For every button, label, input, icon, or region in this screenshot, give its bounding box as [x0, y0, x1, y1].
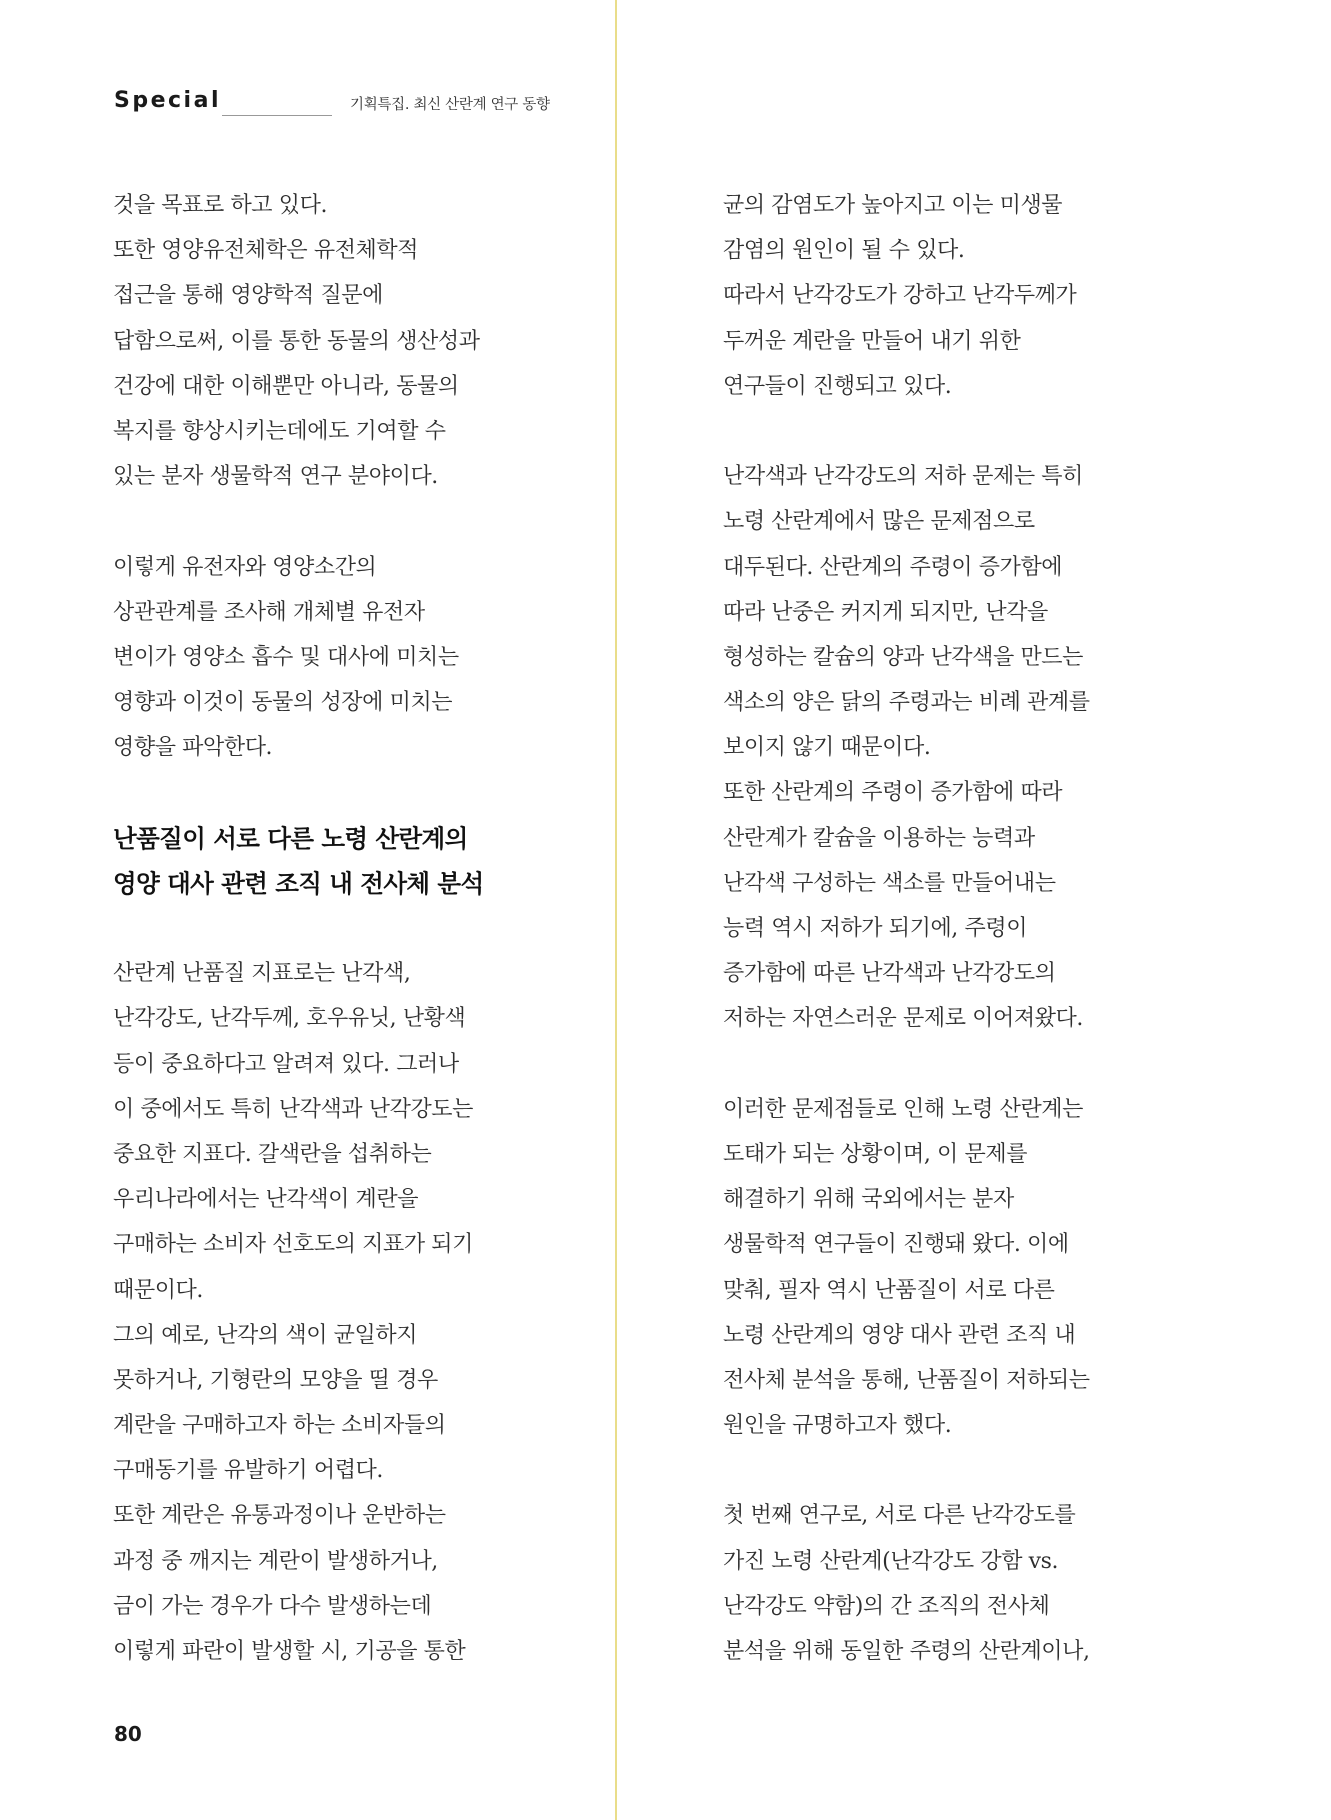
text-line: 증가함에 따른 난각색과 난각강도의: [723, 961, 1056, 987]
text-line: 답함으로써, 이를 통한 동물의 생산성과: [113, 328, 480, 354]
text-line: 있는 분자 생물학적 연구 분야이다.: [113, 464, 438, 490]
text-line: 전사체 분석을 통해, 난품질이 저하되는: [723, 1367, 1090, 1393]
left-paragraph-3: [113, 951, 593, 1674]
heading-line: 난품질이 서로 다른 노령 산란계의: [113, 823, 468, 853]
right-paragraph-3: [723, 1087, 1183, 1449]
left-paragraph-2: [113, 545, 593, 771]
text-line: 건강에 대한 이해뿐만 아니라, 동물의: [113, 373, 459, 399]
text-line: 해결하기 위해 국외에서는 분자: [723, 1187, 1014, 1213]
text-line: 난각색 구성하는 색소를 만들어내는: [723, 870, 1056, 896]
right-paragraph-2: [723, 454, 1183, 1041]
text-line: 과정 중 깨지는 계란이 발생하거나,: [113, 1548, 438, 1574]
text-line: 노령 산란계에서 많은 문제점으로: [723, 509, 1035, 535]
paragraph-gap: [113, 906, 593, 951]
text-line: 따라서 난각강도가 강하고 난각두께가: [723, 283, 1077, 309]
text-line: 저하는 자연스러운 문제로 이어져왔다.: [723, 1006, 1084, 1032]
text-line: 보이지 않기 때문이다.: [723, 735, 931, 761]
paragraph-gap: [113, 499, 593, 544]
paragraph-gap: [113, 770, 593, 815]
text-line: 이 중에서도 특히 난각색과 난각강도는: [113, 1096, 474, 1122]
text-line: 상관관계를 조사해 개체별 유전자: [113, 599, 425, 625]
gutter-divider: [615, 0, 617, 1820]
left-paragraph-1: [113, 183, 593, 499]
text-line: 또한 산란계의 주령이 증가함에 따라: [723, 780, 1063, 806]
paragraph-gap: [723, 409, 1183, 454]
text-line: 못하거나, 기형란의 모양을 띨 경우: [113, 1367, 438, 1393]
text-line: 영향과 이것이 동물의 성장에 미치는: [113, 690, 453, 716]
text-line: 생물학적 연구들이 진행돼 왔다. 이에: [723, 1232, 1069, 1258]
text-line: 영향을 파악한다.: [113, 735, 273, 761]
section-label: Special: [114, 88, 221, 113]
text-line: 첫 번째 연구로, 서로 다른 난각강도를: [723, 1503, 1076, 1529]
heading-line: 영양 대사 관련 조직 내 전사체 분석: [113, 868, 484, 898]
right-paragraph-1: [723, 183, 1183, 409]
text-line: 구매동기를 유발하기 어렵다.: [113, 1458, 384, 1484]
text-line: 맞춰, 필자 역시 난품질이 서로 다른: [723, 1277, 1055, 1303]
text-line: 또한 계란은 유통과정이나 운반하는: [113, 1503, 446, 1529]
text-line: 균의 감염도가 높아지고 이는 미생물: [723, 193, 1063, 218]
text-line: 그의 예로, 난각의 색이 균일하지: [113, 1322, 418, 1348]
left-column: [113, 183, 593, 1674]
text-line: 등이 중요하다고 알려져 있다. 그러나: [113, 1051, 459, 1077]
header-subtitle: 기획특집. 최신 산란계 연구 동향: [350, 97, 550, 113]
running-header: [114, 88, 594, 120]
text-line: 이렇게 유전자와 영양소간의: [113, 554, 377, 580]
page-number: 80: [114, 1722, 142, 1746]
text-line: 계란을 구매하고자 하는 소비자들의: [113, 1413, 446, 1439]
text-line: 변이가 영양소 흡수 및 대사에 미치는: [113, 644, 459, 670]
text-line: 감염의 원인이 될 수 있다.: [723, 238, 965, 264]
text-line: 때문이다.: [113, 1277, 204, 1303]
text-line: 산란계가 칼슘을 이용하는 능력과: [723, 825, 1035, 851]
text-line: 것을 목표로 하고 있다.: [113, 193, 328, 218]
text-line: 또한 영양유전체학은 유전체학적: [113, 238, 419, 264]
text-line: 구매하는 소비자 선호도의 지표가 되기: [113, 1232, 474, 1258]
text-line: 가진 노령 산란계(난각강도 강함 vs.: [723, 1548, 1059, 1574]
text-line: 두꺼운 계란을 만들어 내기 위한: [723, 328, 1021, 354]
text-line: 노령 산란계의 영양 대사 관련 조직 내: [723, 1322, 1076, 1348]
text-line: 산란계 난품질 지표로는 난각색,: [113, 961, 411, 987]
text-line: 분석을 위해 동일한 주령의 산란계이나,: [723, 1639, 1090, 1664]
text-line: 이러한 문제점들로 인해 노령 산란계는: [723, 1096, 1084, 1122]
text-line: 능력 역시 저하가 되기에, 주령이: [723, 916, 1028, 941]
text-line: 접근을 통해 영양학적 질문에: [113, 283, 384, 309]
section-heading: [113, 816, 593, 906]
text-line: 난각색과 난각강도의 저하 문제는 특히: [723, 464, 1084, 490]
text-line: 난각강도 약함)의 간 조직의 전사체: [723, 1593, 1050, 1619]
text-line: 따라 난중은 커지게 되지만, 난각을: [723, 599, 1048, 625]
right-column: [723, 183, 1183, 1674]
text-line: 연구들이 진행되고 있다.: [723, 373, 952, 399]
text-line: 우리나라에서는 난각색이 계란을: [113, 1187, 419, 1213]
text-line: 난각강도, 난각두께, 호우유닛, 난황색: [113, 1006, 466, 1032]
text-line: 색소의 양은 닭의 주령과는 비례 관계를: [723, 690, 1090, 716]
text-line: 중요한 지표다. 갈색란을 섭취하는: [113, 1141, 432, 1167]
paragraph-gap: [723, 1042, 1183, 1087]
text-line: 형성하는 칼슘의 양과 난각색을 만드는: [723, 644, 1084, 670]
text-line: 도태가 되는 상황이며, 이 문제를: [723, 1141, 1028, 1167]
text-line: 이렇게 파란이 발생할 시, 기공을 통한: [113, 1639, 466, 1664]
text-line: 복지를 향상시키는데에도 기여할 수: [113, 418, 446, 444]
text-line: 금이 가는 경우가 다수 발생하는데: [113, 1593, 432, 1619]
text-line: 원인을 규명하고자 했다.: [723, 1413, 952, 1439]
header-rule: [222, 115, 332, 116]
right-paragraph-4: [723, 1493, 1183, 1674]
text-line: 대두된다. 산란계의 주령이 증가함에: [723, 554, 1063, 580]
paragraph-gap: [723, 1448, 1183, 1493]
